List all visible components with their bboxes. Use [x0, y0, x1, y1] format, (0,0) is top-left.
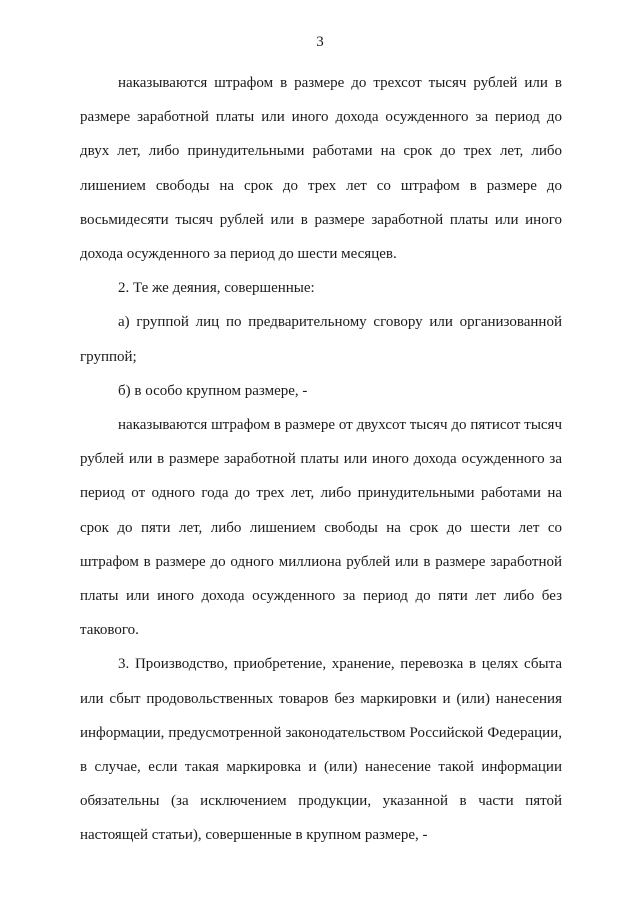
paragraph-penalty-2: наказываются штрафом в размере от двухсот тысяч до пятисот тысяч рублей или в размере заработной платы или иного дохода осужденного за период от одного года до трех лет, либо принудительными работами на срок до пяти лет, либо лишением свободы на срок до шести лет со штрафом в размере до одного миллиона рублей или в размере заработной платы или иного дохода осужденного за период до пяти лет либо без такового. — [80, 417, 562, 639]
paragraph-section-2: 2. Те же деяния, совершенные: — [118, 280, 315, 297]
paragraph-section-3: 3. Производство, приобретение, хранение, перевозка в целях сбыта или сбыт продовольственных товаров без маркировки и (или) нанесения информации, предусмотренной законодательством Российской Федерации, в случае, если такая маркировка и (или) нанесение такой информации обязательны (за исключением продукции, указанной в части пятой настоящей статьи), совершенные в крупном размере, - — [80, 656, 562, 844]
paragraph-penalty-1: наказываются штрафом в размере до трехсот тысяч рублей или в размере заработной платы или иного дохода осужденного за период до двух лет, либо принудительными работами на срок до трех лет, либо лишением свободы на срок до трех лет со штрафом в размере до восьмидесяти тысяч рублей или в размере заработной платы или иного дохода осужденного за период до шести месяцев. — [80, 75, 562, 263]
paragraph-item-a: а) группой лиц по предварительному сговору или организованной группой; — [80, 314, 562, 365]
page-number: 3 — [316, 34, 324, 50]
paragraph-item-b: б) в особо крупном размере, - — [118, 382, 308, 399]
document-body — [80, 66, 562, 853]
